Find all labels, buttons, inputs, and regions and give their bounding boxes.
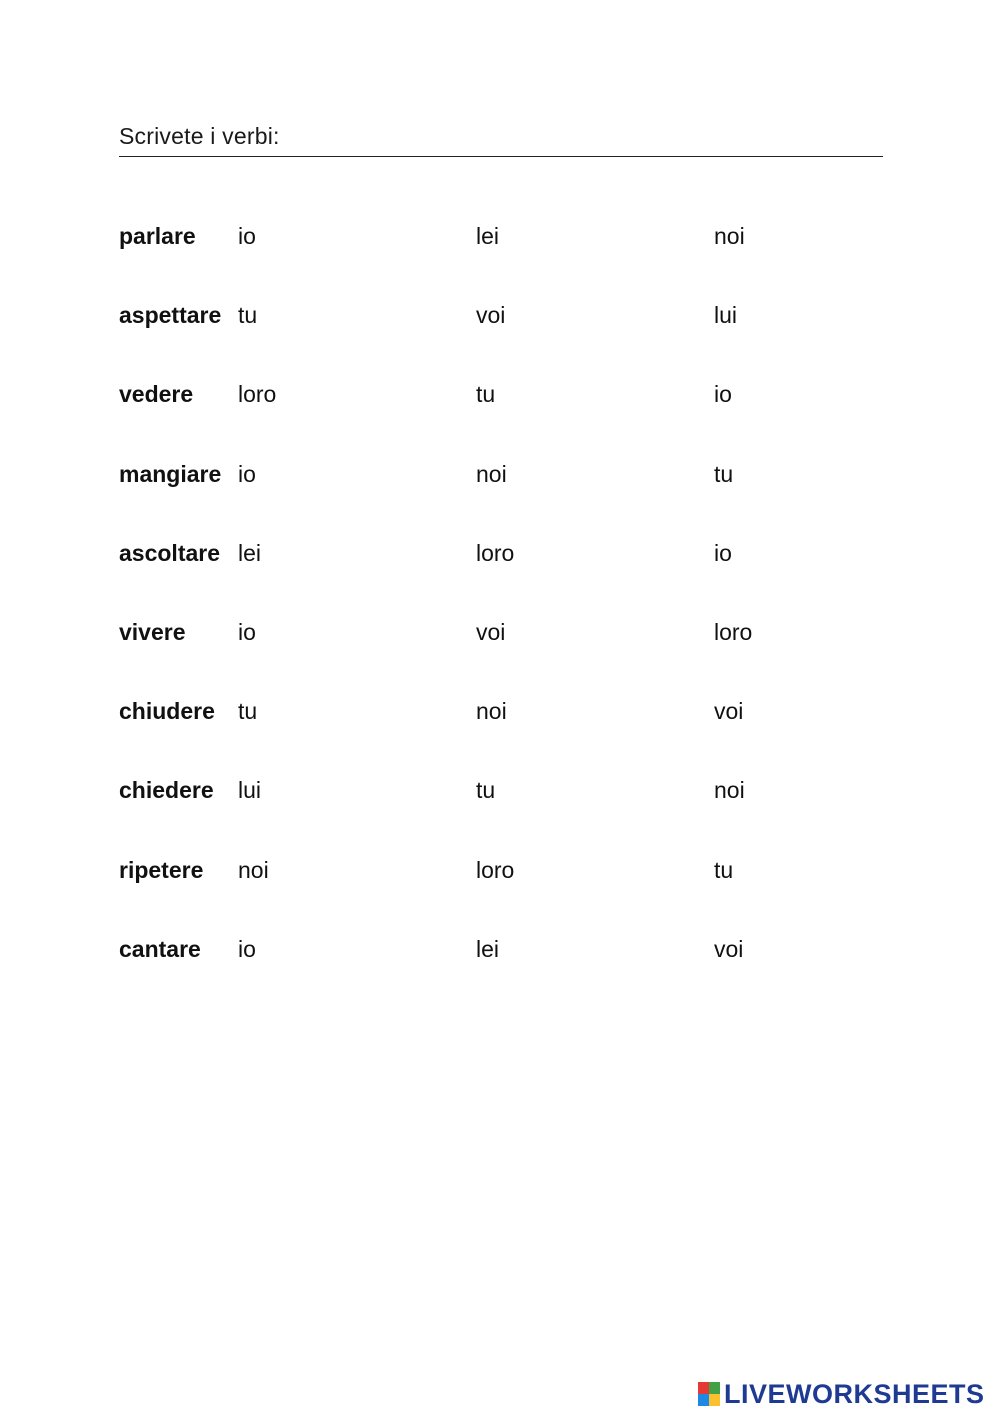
- verb-row: [119, 852, 883, 931]
- liveworksheets-logo-icon: [698, 1382, 720, 1406]
- instruction-text: Scrivete i verbi:: [119, 123, 280, 149]
- pronoun-1: lei: [238, 539, 262, 566]
- pronoun-3: io: [714, 539, 732, 566]
- pronoun-1: noi: [238, 856, 269, 883]
- verb-label: vedere: [119, 381, 194, 408]
- pronoun-1: io: [238, 460, 256, 487]
- pronoun-2: lei: [476, 223, 500, 249]
- verb-label: ascoltare: [119, 539, 221, 566]
- verb-label: chiudere: [119, 698, 215, 725]
- pronoun-3: voi: [714, 935, 744, 962]
- pronoun-1: io: [238, 935, 256, 962]
- pronoun-2: noi: [476, 460, 507, 487]
- verb-row: [119, 614, 883, 693]
- pronoun-1: io: [238, 223, 256, 249]
- pronoun-3: voi: [714, 698, 744, 725]
- pronoun-2: tu: [476, 381, 496, 408]
- verb-row: [119, 535, 883, 614]
- pronoun-3: loro: [714, 618, 753, 645]
- pronoun-2: voi: [476, 302, 506, 329]
- pronoun-2: tu: [476, 777, 496, 804]
- pronoun-3: io: [714, 381, 732, 408]
- pronoun-2: voi: [476, 618, 506, 645]
- verb-row: [119, 297, 883, 376]
- logo-brand-text: LIVEWORKSHEETS: [724, 1379, 985, 1409]
- pronoun-1: tu: [238, 698, 258, 725]
- verb-label: parlare: [119, 223, 196, 249]
- logo-square-green: [709, 1382, 720, 1394]
- verb-row: [119, 456, 883, 535]
- verb-row: [119, 931, 883, 1010]
- verb-label: chiedere: [119, 777, 214, 804]
- verb-label: cantare: [119, 935, 201, 962]
- verb-row: [119, 218, 883, 297]
- verb-row: [119, 693, 883, 772]
- pronoun-1: io: [238, 618, 256, 645]
- verb-row: [119, 772, 883, 851]
- logo-square-yellow: [709, 1394, 720, 1406]
- logo-square-blue: [698, 1394, 709, 1406]
- logo-square-red: [698, 1382, 709, 1394]
- pronoun-2: lei: [476, 935, 500, 962]
- pronoun-3: noi: [714, 777, 745, 804]
- pronoun-3: lui: [714, 302, 738, 329]
- pronoun-3: tu: [714, 460, 734, 487]
- verb-label: aspettare: [119, 302, 222, 329]
- liveworksheets-logo: [698, 1378, 985, 1410]
- pronoun-2: loro: [476, 539, 515, 566]
- verb-label: vivere: [119, 618, 186, 645]
- pronoun-1: tu: [238, 302, 258, 329]
- pronoun-1: lui: [238, 777, 262, 804]
- pronoun-2: noi: [476, 698, 507, 725]
- pronoun-3: noi: [714, 223, 745, 249]
- instruction-header: [119, 120, 883, 157]
- verb-label: ripetere: [119, 856, 204, 883]
- pronoun-3: tu: [714, 856, 734, 883]
- verb-table: [119, 218, 883, 1010]
- verb-label: mangiare: [119, 460, 222, 487]
- verb-row: [119, 376, 883, 455]
- pronoun-2: loro: [476, 856, 515, 883]
- pronoun-1: loro: [238, 381, 277, 408]
